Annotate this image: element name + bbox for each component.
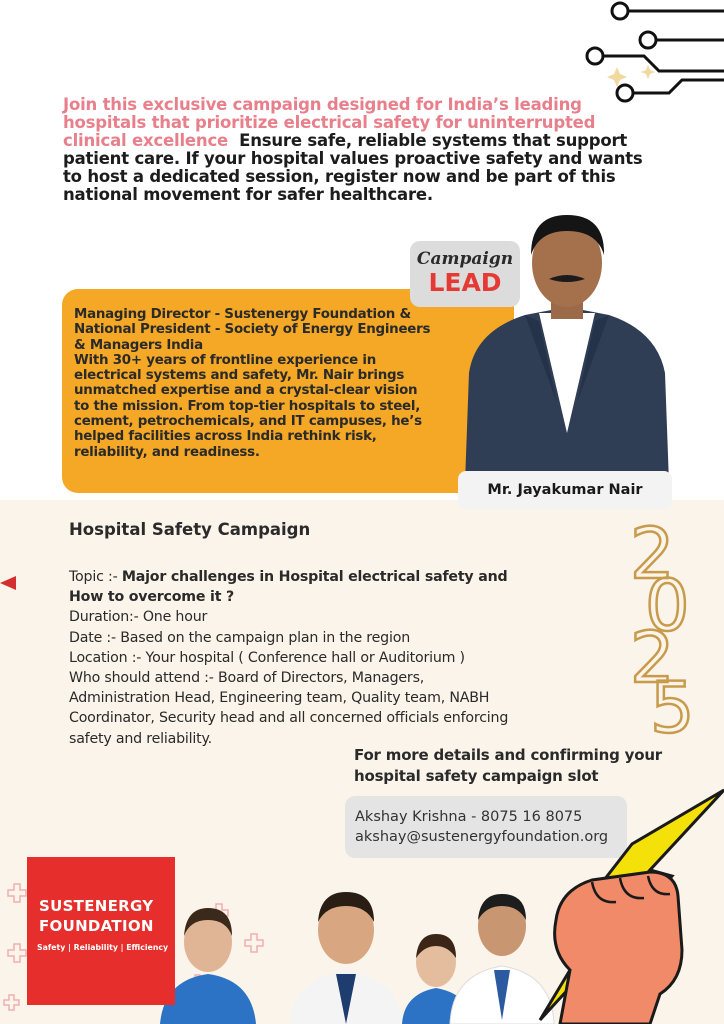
year-digit-1: 2 xyxy=(630,513,675,595)
year-graphic xyxy=(620,510,720,740)
bio-role-1: Managing Director - Sustenergy Foundation & xyxy=(74,307,411,322)
contact-email[interactable]: akshay@sustenergyfoundation.org xyxy=(355,829,609,845)
medical-staff-image xyxy=(140,870,560,1024)
campaign-title: Hospital Safety Campaign xyxy=(69,520,311,539)
bio-role-2: National President - Society of Energy Engineers xyxy=(74,322,431,338)
sustenergy-logo xyxy=(27,857,175,1005)
intro-highlight: Join this exclusive campaign designed for India’s leading hospitals that prioritize electrical safety for uninterrupted clinical excellence xyxy=(63,95,596,150)
year-digit-2: 0 xyxy=(645,565,690,647)
lead-label: LEAD xyxy=(428,268,502,297)
logo-line-1: SUSTENERGY xyxy=(39,897,154,915)
topic-value: Major challenges in Hospital electrical safety and How to overcome it ? xyxy=(69,569,508,606)
logo-tagline: Safety | Reliability | Efficiency xyxy=(37,943,169,952)
campaign-details xyxy=(69,567,539,749)
topic-label: Topic :- xyxy=(69,569,122,585)
duration-line: Duration:- One hour xyxy=(69,609,208,626)
intro-paragraph xyxy=(63,96,663,204)
bio-role-3: & Managers India xyxy=(74,337,203,353)
date-line: Date :- Based on the campaign plan in the region xyxy=(69,629,410,646)
portrait-image xyxy=(455,203,677,483)
bio-box xyxy=(62,289,514,493)
intro-body: Ensure safe, reliable systems that support patient care. If your hospital values proactive safety and wants to host a dedicated session, register now and be part of this national movement for safer healthcare. xyxy=(63,131,643,204)
speaker-name: Mr. Jayakumar Nair xyxy=(458,471,672,509)
contact-name-phone[interactable]: Akshay Krishna - 8075 16 8075 xyxy=(355,809,583,825)
attendees-line: Who should attend :- Board of Directors, Managers, Administration Head, Engineering team, Quality team, NABH Coordinator, Security head and all concerned officials enforcing safety and reliability. xyxy=(69,670,509,747)
logo-line-2: FOUNDATION xyxy=(39,917,154,935)
bio-body: With 30+ years of frontline experience in electrical systems and safety, Mr. Nair brings unmatched expertise and a crystal-clear vision to the mission. From top-tier hospitals to steel, cement, petrochemicals, and IT campuses, he’s helped facilities across India rethink risk, reliability, and readiness. xyxy=(74,352,422,460)
location-line: Location :- Your hospital ( Conference hall or Auditorium ) xyxy=(69,649,465,666)
circuit-icon xyxy=(584,0,724,110)
year-digit-3: 2 xyxy=(630,617,675,699)
red-arrow-decoration xyxy=(0,576,16,590)
topic-line xyxy=(69,567,539,607)
year-digit-4: 5 xyxy=(650,667,695,740)
campaign-label: Campaign xyxy=(416,249,514,269)
raised-fist-icon xyxy=(500,780,724,1024)
more-details-heading: For more details and confirming your hospital safety campaign slot xyxy=(354,746,662,785)
